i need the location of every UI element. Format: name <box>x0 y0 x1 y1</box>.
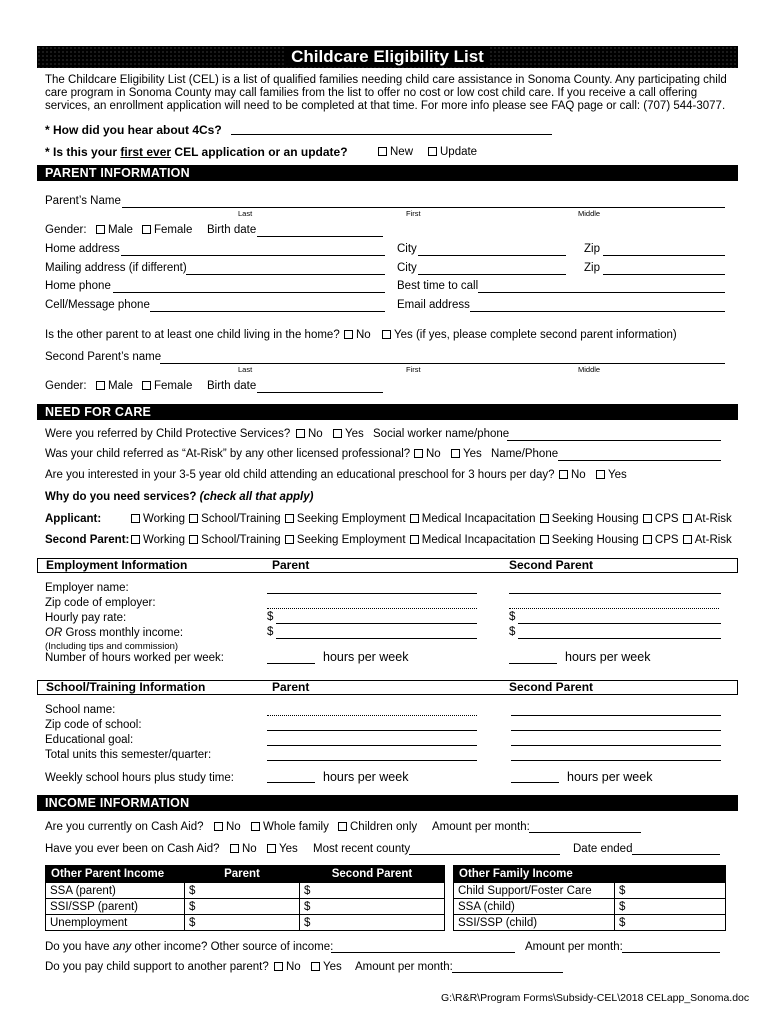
hours-worked-label: Number of hours worked per week: <box>45 652 224 664</box>
pay-support-no[interactable]: No <box>274 961 301 973</box>
zip-label: Zip <box>584 243 600 255</box>
t1-parent-cell[interactable]: $ <box>185 883 300 899</box>
intro-line-1: The Childcare Eligibility List (CEL) is a list of qualified families needing child care assistance in Sonoma County. Any participating child <box>45 74 727 86</box>
t1-second-cell[interactable]: $ <box>300 883 445 899</box>
second-sub-middle: Middle <box>578 365 601 374</box>
second-medical[interactable]: Medical Incapacitation <box>410 534 536 546</box>
best-time-field[interactable] <box>478 292 725 293</box>
q-first-label: * Is this your first ever CEL application or an update? <box>45 145 348 159</box>
school-zip-second-field[interactable] <box>511 730 721 731</box>
pay-support-yes-checkbox[interactable] <box>311 962 320 971</box>
t1-row-label: Unemployment <box>46 915 185 931</box>
employment-header: Employment Information Parent Second Parent <box>37 558 738 573</box>
preschool-question: Are you interested in your 3-5 year old child attending an educational preschool for 3 hours per day? <box>45 469 555 481</box>
employer-zip-second-field[interactable] <box>509 608 719 609</box>
gross-second-field[interactable] <box>518 638 721 639</box>
second-male-checkbox[interactable] <box>96 381 105 390</box>
second-housing[interactable]: Seeking Housing <box>540 534 639 546</box>
second-cps[interactable]: CPS <box>643 534 679 546</box>
pay-support-no-checkbox[interactable] <box>274 962 283 971</box>
weekly-parent-field[interactable] <box>267 782 315 783</box>
male-checkbox[interactable] <box>96 225 105 234</box>
mailing-zip-field[interactable] <box>603 274 725 275</box>
cash-amount-label: Amount per month: <box>432 821 530 833</box>
t1-row-label: SSI/SSP (parent) <box>46 899 185 915</box>
t2-row-label: SSI/SSP (child) <box>454 915 615 931</box>
applicant-atrisk[interactable]: At-Risk <box>683 513 732 525</box>
parent-info-header: PARENT INFORMATION <box>37 165 738 181</box>
school-zip-parent-field[interactable] <box>267 730 477 731</box>
title-bar <box>37 46 738 68</box>
cash-aid-question: Are you currently on Cash Aid? <box>45 821 204 833</box>
cash-whole-checkbox[interactable] <box>251 822 260 831</box>
email-label: Email address <box>397 299 470 311</box>
weekly-label: Weekly school hours plus study time: <box>45 772 234 784</box>
any-income-question: Do you have any other income? Other source of income: <box>45 941 334 953</box>
hourly-label: Hourly pay rate: <box>45 612 127 624</box>
atrisk-yes-checkbox[interactable] <box>451 449 460 458</box>
other-amount-label: Amount per month: <box>525 941 623 953</box>
goal-parent-field[interactable] <box>267 745 477 746</box>
atrisk-yes[interactable]: Yes <box>451 448 482 460</box>
employer-second-field[interactable] <box>509 593 721 594</box>
other-parent-no-checkbox[interactable] <box>344 330 353 339</box>
second-name-label: Second Parent’s name <box>45 351 162 363</box>
applicant-working[interactable]: Working <box>131 513 185 525</box>
second-sub-first: First <box>406 365 421 374</box>
hours-parent-unit: hours per week <box>323 650 409 664</box>
t1-header-second: Second Parent <box>300 866 445 883</box>
home-address-label: Home address <box>45 243 120 255</box>
mailing-zip-label: Zip <box>584 262 600 274</box>
t2-cell[interactable]: $ <box>615 883 726 899</box>
gross-parent-dollar: $ <box>267 626 274 638</box>
other-parent-question: Is the other parent to at least one child living in the home? <box>45 329 340 341</box>
t2-row-label: SSA (child) <box>454 899 615 915</box>
applicant-reasons <box>131 513 732 525</box>
mailing-city-field[interactable] <box>418 274 566 275</box>
other-source-field[interactable] <box>331 952 515 953</box>
best-time-label: Best time to call <box>397 280 479 292</box>
t2-cell[interactable]: $ <box>615 915 726 931</box>
employer-label: Employer name: <box>45 582 129 594</box>
parent-name-label: Parent’s Name <box>45 195 121 207</box>
atrisk-no[interactable]: No <box>414 448 441 460</box>
parent-name-field[interactable] <box>122 207 725 208</box>
ever-cash-yes-checkbox[interactable] <box>267 844 276 853</box>
preschool-no[interactable]: No <box>559 469 586 481</box>
t1-parent-cell[interactable]: $ <box>185 899 300 915</box>
intro-line-3: services, an enrollment application will need to be completed at that time. For more info please see FAQ page or call: (707) 544-3077. <box>45 100 726 112</box>
gross-label: OR Gross monthly income: <box>45 627 184 639</box>
second-seeking-employment[interactable]: Seeking Employment <box>285 534 406 546</box>
cash-no-checkbox[interactable] <box>214 822 223 831</box>
t2-cell[interactable]: $ <box>615 899 726 915</box>
hours-parent-field[interactable] <box>267 663 315 664</box>
other-parent-income-table <box>45 865 445 931</box>
other-family-income-table <box>453 865 726 931</box>
preschool-yes[interactable]: Yes <box>596 469 627 481</box>
female-option[interactable]: Female <box>142 224 192 236</box>
preschool-no-checkbox[interactable] <box>559 470 568 479</box>
cell-label: Cell/Message phone <box>45 299 150 311</box>
atrisk-no-checkbox[interactable] <box>414 449 423 458</box>
hourly-parent-field[interactable] <box>276 623 477 624</box>
units-second-field[interactable] <box>511 760 721 761</box>
other-parent-yes[interactable]: Yes (if yes, please complete second parent information) <box>382 329 677 341</box>
cps-question: Were you referred by Child Protective Services? <box>45 428 291 440</box>
second-parent-reasons <box>131 534 732 546</box>
recent-county-label: Most recent county <box>313 843 411 855</box>
name-phone-label: Name/Phone <box>491 448 559 460</box>
weekly-second-field[interactable] <box>511 782 559 783</box>
school-name-second-field[interactable] <box>511 715 721 716</box>
q-hear-label: * How did you hear about 4Cs? <box>45 123 222 137</box>
page-title: Childcare Eligibility List <box>285 47 490 66</box>
tips-note: (Including tips and commission) <box>45 641 179 652</box>
t1-parent-cell[interactable]: $ <box>185 915 300 931</box>
preschool-yes-checkbox[interactable] <box>596 470 605 479</box>
second-sub-last: Last <box>238 365 253 374</box>
pay-amount-field[interactable] <box>452 972 563 973</box>
hourly-second-field[interactable] <box>518 623 721 624</box>
employer-zip-parent-field[interactable] <box>267 608 477 609</box>
t2-row-label: Child Support/Foster Care <box>454 883 615 899</box>
applicant-medical[interactable]: Medical Incapacitation <box>410 513 536 525</box>
t1-row-label: SSA (parent) <box>46 883 185 899</box>
second-working[interactable]: Working <box>131 534 185 546</box>
name-phone-field[interactable] <box>558 460 721 461</box>
mailing-field[interactable] <box>186 274 385 275</box>
employer-parent-field[interactable] <box>267 593 477 594</box>
birth-field[interactable] <box>257 236 383 237</box>
social-worker-field[interactable] <box>507 440 721 441</box>
update-checkbox[interactable] <box>428 147 437 156</box>
intro-line-2: care program in Sonoma County may call families from the list to offer no cost or low cost child care. If you receive a call offering <box>45 87 698 99</box>
units-label: Total units this semester/quarter: <box>45 749 212 761</box>
cash-children-checkbox[interactable] <box>338 822 347 831</box>
email-field[interactable] <box>470 311 725 312</box>
hourly-second-dollar: $ <box>509 611 516 623</box>
new-option[interactable]: New <box>378 146 413 158</box>
home-address-field[interactable] <box>121 255 385 256</box>
home-phone-label: Home phone <box>45 280 111 292</box>
cash-no[interactable]: No <box>214 821 241 833</box>
date-ended-field[interactable] <box>632 854 720 855</box>
sub-last: Last <box>238 209 253 218</box>
second-birth-field[interactable] <box>257 392 383 393</box>
new-checkbox[interactable] <box>378 147 387 156</box>
pay-amount-label: Amount per month: <box>355 961 453 973</box>
second-atrisk[interactable]: At-Risk <box>683 534 732 546</box>
other-parent-no[interactable]: No <box>344 329 371 341</box>
cps-no[interactable]: No <box>296 428 323 440</box>
cash-children-only[interactable]: Children only <box>338 821 417 833</box>
ever-cash-yes[interactable]: Yes <box>267 843 298 855</box>
t2-header: Other Family Income <box>454 866 726 883</box>
gross-second-dollar: $ <box>509 626 516 638</box>
ever-cash-question: Have you ever been on Cash Aid? <box>45 843 220 855</box>
hours-second-unit: hours per week <box>565 650 651 664</box>
weekly-second-unit: hours per week <box>567 770 653 784</box>
applicant-cps[interactable]: CPS <box>643 513 679 525</box>
sub-first: First <box>406 209 421 218</box>
pay-support-yes[interactable]: Yes <box>311 961 342 973</box>
income-header: INCOME INFORMATION <box>37 795 738 811</box>
male-option[interactable]: Male <box>96 224 133 236</box>
applicant-seeking-employment[interactable]: Seeking Employment <box>285 513 406 525</box>
other-amount-field[interactable] <box>622 952 720 953</box>
cell-field[interactable] <box>150 311 385 312</box>
second-birth-label: Birth date <box>207 380 257 392</box>
cash-amount-field[interactable] <box>529 832 641 833</box>
cps-yes[interactable]: Yes <box>333 428 364 440</box>
second-male-option[interactable]: Male <box>96 380 133 392</box>
date-ended-label: Date ended <box>573 843 633 855</box>
update-option[interactable]: Update <box>428 146 477 158</box>
employer-zip-label: Zip code of employer: <box>45 597 156 609</box>
units-parent-field[interactable] <box>267 760 477 761</box>
need-for-care-header: NEED FOR CARE <box>37 404 738 420</box>
school-zip-label: Zip code of school: <box>45 719 142 731</box>
t1-second-cell[interactable]: $ <box>300 915 445 931</box>
home-phone-field[interactable] <box>113 292 385 293</box>
second-name-field[interactable] <box>160 363 725 364</box>
city-field[interactable] <box>418 255 566 256</box>
hourly-parent-dollar: $ <box>267 611 274 623</box>
t1-header-income: Other Parent Income <box>46 866 185 883</box>
weekly-parent-unit: hours per week <box>323 770 409 784</box>
second-parent-label: Second Parent: <box>45 534 130 546</box>
applicant-housing[interactable]: Seeking Housing <box>540 513 639 525</box>
cash-whole-family[interactable]: Whole family <box>251 821 329 833</box>
social-worker-label: Social worker name/phone <box>373 428 510 440</box>
t1-header-parent: Parent <box>185 866 300 883</box>
second-gender-label: Gender: <box>45 380 87 392</box>
female-checkbox[interactable] <box>142 225 151 234</box>
school-name-parent-field[interactable] <box>267 715 477 716</box>
gross-parent-field[interactable] <box>276 638 477 639</box>
goal-second-field[interactable] <box>511 745 721 746</box>
school-name-label: School name: <box>45 704 116 716</box>
applicant-school[interactable]: School/Training <box>189 513 280 525</box>
cps-yes-checkbox[interactable] <box>333 429 342 438</box>
why-question: Why do you need services? (check all that apply) <box>45 491 314 503</box>
cps-no-checkbox[interactable] <box>296 429 305 438</box>
ever-cash-no[interactable]: No <box>230 843 257 855</box>
sub-middle: Middle <box>578 209 601 218</box>
atrisk-question: Was your child referred as “At-Risk” by any other licensed professional? <box>45 448 411 460</box>
city-label: City <box>397 243 417 255</box>
ever-cash-no-checkbox[interactable] <box>230 844 239 853</box>
zip-field[interactable] <box>603 255 725 256</box>
other-parent-yes-checkbox[interactable] <box>382 330 391 339</box>
second-school[interactable]: School/Training <box>189 534 280 546</box>
footer-path: G:\R&R\Program Forms\Subsidy-CEL\2018 CELapp_Sonoma.doc <box>441 992 750 1004</box>
mailing-city-label: City <box>397 262 417 274</box>
applicant-label: Applicant: <box>45 513 102 525</box>
second-female-checkbox[interactable] <box>142 381 151 390</box>
recent-county-field[interactable] <box>409 854 560 855</box>
hours-second-field[interactable] <box>509 663 557 664</box>
t1-second-cell[interactable]: $ <box>300 899 445 915</box>
pay-support-question: Do you pay child support to another parent? <box>45 961 269 973</box>
hear-field[interactable] <box>231 134 552 135</box>
school-header: School/Training Information Parent Second Parent <box>37 680 738 695</box>
mailing-label: Mailing address (if different) <box>45 262 187 274</box>
second-female-option[interactable]: Female <box>142 380 192 392</box>
goal-label: Educational goal: <box>45 734 134 746</box>
birth-label: Birth date <box>207 224 257 236</box>
gender-label: Gender: <box>45 224 87 236</box>
